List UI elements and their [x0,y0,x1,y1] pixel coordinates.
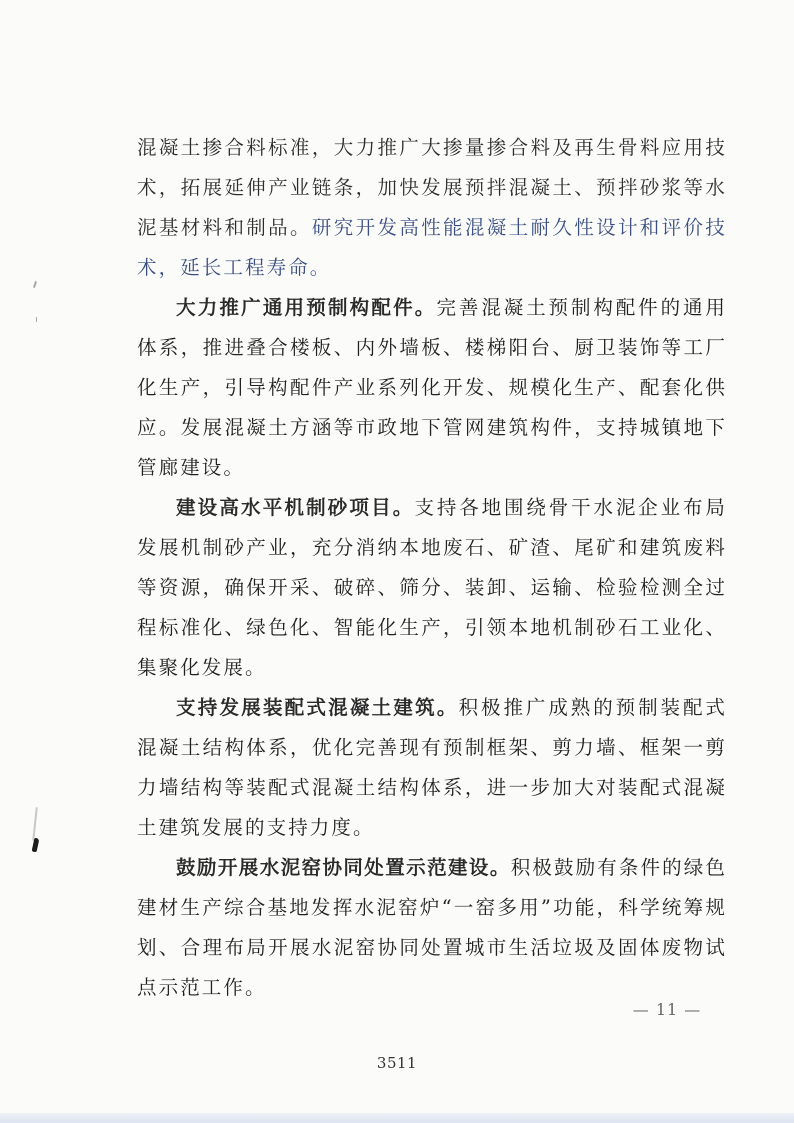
paragraph-3-heading: 建设高水平机制砂项目。 [176,496,415,519]
paragraph-1-highlight: 研究开发高性能混凝土耐久性设计和评价技术，延长工程寿命。 [137,216,727,279]
paragraph-1 [137,128,727,288]
paragraph-1-text: 混凝土掺合料标准，大力推广大掺量掺合料及再生骨料应用技术，拓展延伸产业链条，加快发展预拌混凝土、预拌砂浆等水泥基材料和制品。 [137,136,727,239]
paragraph-5-text: 积极鼓励有条件的绿色建材生产综合基地发挥水泥窑炉“一窑多用”功能，科学统筹规划、合理布局开展水泥窑协同处置城市生活垃圾及固体废物试点示范工作。 [137,856,727,999]
document-body [137,128,727,1008]
paragraph-2-heading: 大力推广通用预制构配件。 [176,296,437,319]
paragraph-4 [137,688,727,848]
paragraph-3 [137,488,727,688]
paragraph-4-text: 积极推广成熟的预制装配式混凝土结构体系，优化完善现有预制框架、剪力墙、框架一剪力墙结构等装配式混凝土结构体系，进一步加大对装配式混凝土建筑发展的支持力度。 [137,696,728,839]
paragraph-5 [137,848,727,1008]
page-number: — 11 — [632,1000,702,1019]
paragraph-2 [137,288,727,488]
footer-number: 3511 [376,1054,418,1072]
paragraph-5-heading: 鼓励开展水泥窑协同处置示范建设。 [176,856,511,879]
scan-bottom-band [0,1113,794,1123]
paragraph-4-heading: 支持发展装配式混凝土建筑。 [176,696,459,719]
paragraph-2-text: 完善混凝土预制构配件的通用体系，推进叠合楼板、内外墙板、楼梯阳台、厨卫装饰等工厂化生产，引导构配件产业系列化开发、规模化生产、配套化供应。发展混凝土方涵等市政地下管网建筑构件，支持城镇地下管廊建设。 [137,296,727,479]
scan-margin-mark [33,281,37,288]
scan-margin-mark [36,317,37,322]
paragraph-3-text: 支持各地围绕骨干水泥企业布局发展机制砂产业，充分消纳本地废石、矿渣、尾矿和建筑废料等资源，确保开采、破碎、筛分、装卸、运输、检验检测全过程标准化、绿色化、智能化生产，引领本地机制砂石工业化、集聚化发展。 [137,496,727,679]
scan-margin-mark [32,807,38,841]
